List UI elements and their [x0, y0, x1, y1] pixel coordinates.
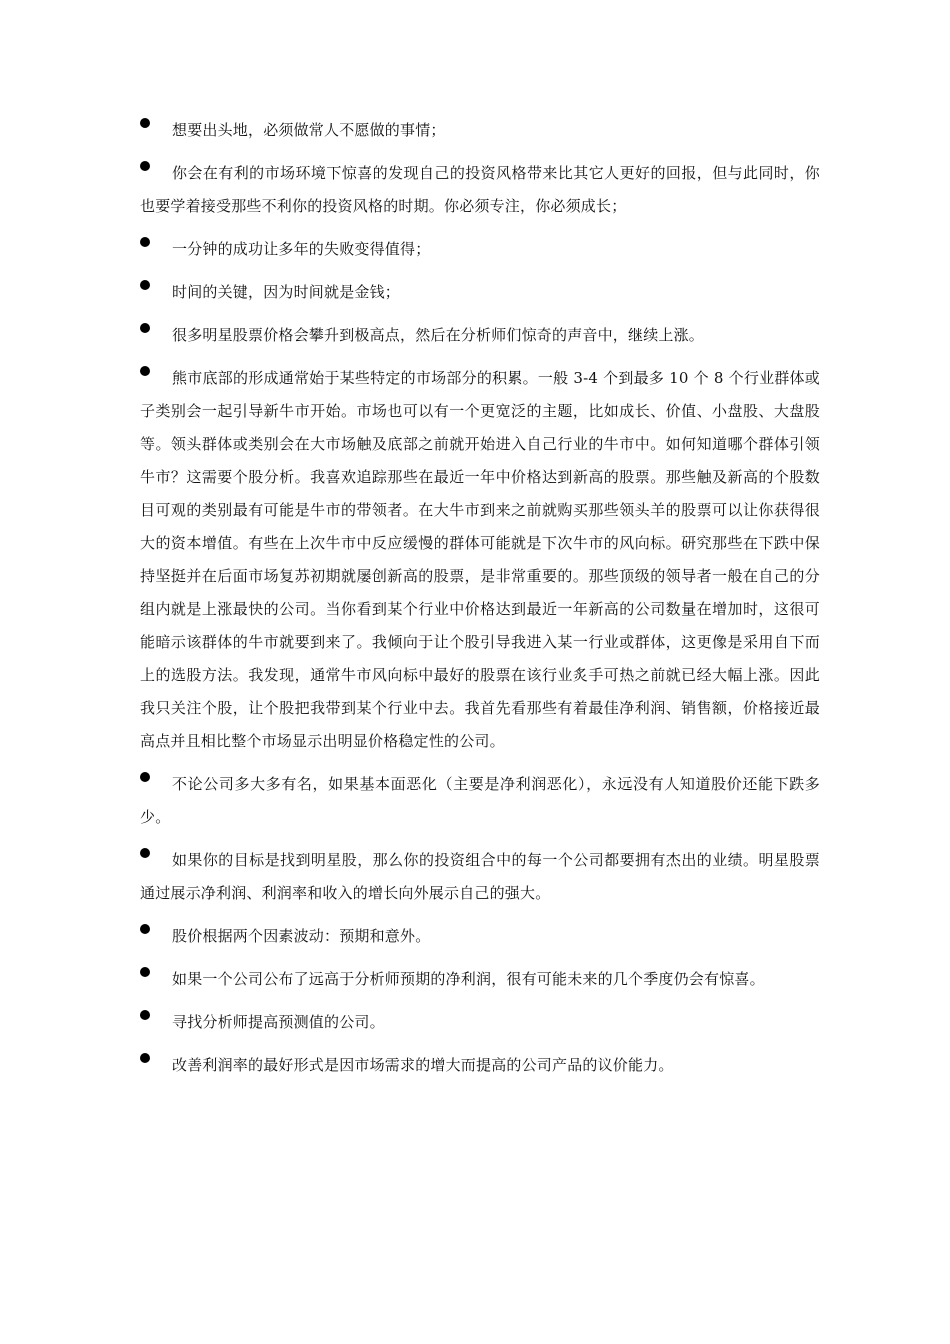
list-item-text: 一分钟的成功让多年的失败变得值得； [172, 240, 431, 258]
list-item [140, 844, 820, 910]
list-item [140, 157, 820, 223]
list-item [140, 362, 820, 758]
list-item [140, 963, 820, 996]
bullet-icon [140, 280, 150, 290]
bullet-icon [140, 924, 150, 934]
list-item-text: 如果一个公司公布了远高于分析师预期的净利润，很有可能未来的几个季度仍会有惊喜。 [172, 970, 765, 988]
bullet-icon [140, 1053, 150, 1063]
list-item [140, 1006, 820, 1039]
list-item-text: 你会在有利的市场环境下惊喜的发现自己的投资风格带来比其它人更好的回报，但与此同时，你也要学着接受那些不利你的投资风格的时期。你必须专注，你必须成长； [140, 164, 820, 215]
list-item [140, 233, 820, 266]
list-item [140, 768, 820, 834]
bullet-icon [140, 161, 150, 171]
list-item-text: 如果你的目标是找到明星股，那么你的投资组合中的每一个公司都要拥有杰出的业绩。明星股票通过展示净利润、利润率和收入的增长向外展示自己的强大。 [140, 851, 820, 902]
bullet-icon [140, 118, 150, 128]
list-item [140, 920, 820, 953]
bullet-icon [140, 848, 150, 858]
bullet-icon [140, 366, 150, 376]
list-item-text: 很多明星股票价格会攀升到极高点，然后在分析师们惊奇的声音中，继续上涨。 [172, 326, 705, 344]
bullet-icon [140, 772, 150, 782]
bullet-icon [140, 323, 150, 333]
list-item [140, 319, 820, 352]
list-item [140, 1049, 820, 1082]
list-item [140, 114, 820, 147]
bullet-icon [140, 1010, 150, 1020]
list-item [140, 276, 820, 309]
bullet-icon [140, 237, 150, 247]
list-item-text: 想要出头地，必须做常人不愿做的事情； [172, 121, 446, 139]
bullet-icon [140, 967, 150, 977]
list-item-text: 时间的关键，因为时间就是金钱； [172, 283, 401, 301]
list-item-text: 熊市底部的形成通常始于某些特定的市场部分的积累。一般 3-4 个到最多 10 个 8 个行业群体或子类别会一起引导新牛市开始。市场也可以有一个更宽泛的主题，比如成长、价值、小盘股、大盘股等。领头群体或类别会在大市场触及底部之前就开始进入自己行业的牛市中。如何知道哪个群体引领牛市？这需要个股分析。我喜欢追踪那些在最近一年中价格达到新高的股票。那些触及新高的个股数目可观的类别最有可能是牛市的带领者。在大牛市到来之前就购买那些领头羊的股票可以让你获得很大的资本增值。有些在上次牛市中反应缓慢的群体可能就是下次牛市的风向标。研究那些在下跌中保持坚挺并在后面市场复苏初期就屡创新高的股票，是非常重要的。那些顶级的领导者一般在自己的分组内就是上涨最快的公司。当你看到某个行业中价格达到最近一年新高的公司数量在增加时，这很可能暗示该群体的牛市就要到来了。我倾向于让个股引导我进入某一行业或群体，这更像是采用自下而上的选股方法。我发现，通常牛市风向标中最好的股票在该行业炙手可热之前就已经大幅上涨。因此我只关注个股，让个股把我带到某个行业中去。我首先看那些有着最佳净利润、销售额，价格接近最高点并且相比整个市场显示出明显价格稳定性的公司。 [140, 369, 820, 750]
list-item-text: 股价根据两个因素波动：预期和意外。 [172, 927, 431, 945]
list-item-text: 改善利润率的最好形式是因市场需求的增大而提高的公司产品的议价能力。 [172, 1056, 674, 1074]
bullet-list [140, 114, 820, 1092]
list-item-text: 寻找分析师提高预测值的公司。 [172, 1013, 385, 1031]
list-item-text: 不论公司多大多有名，如果基本面恶化（主要是净利润恶化），永远没有人知道股价还能下跌多少。 [140, 775, 820, 826]
